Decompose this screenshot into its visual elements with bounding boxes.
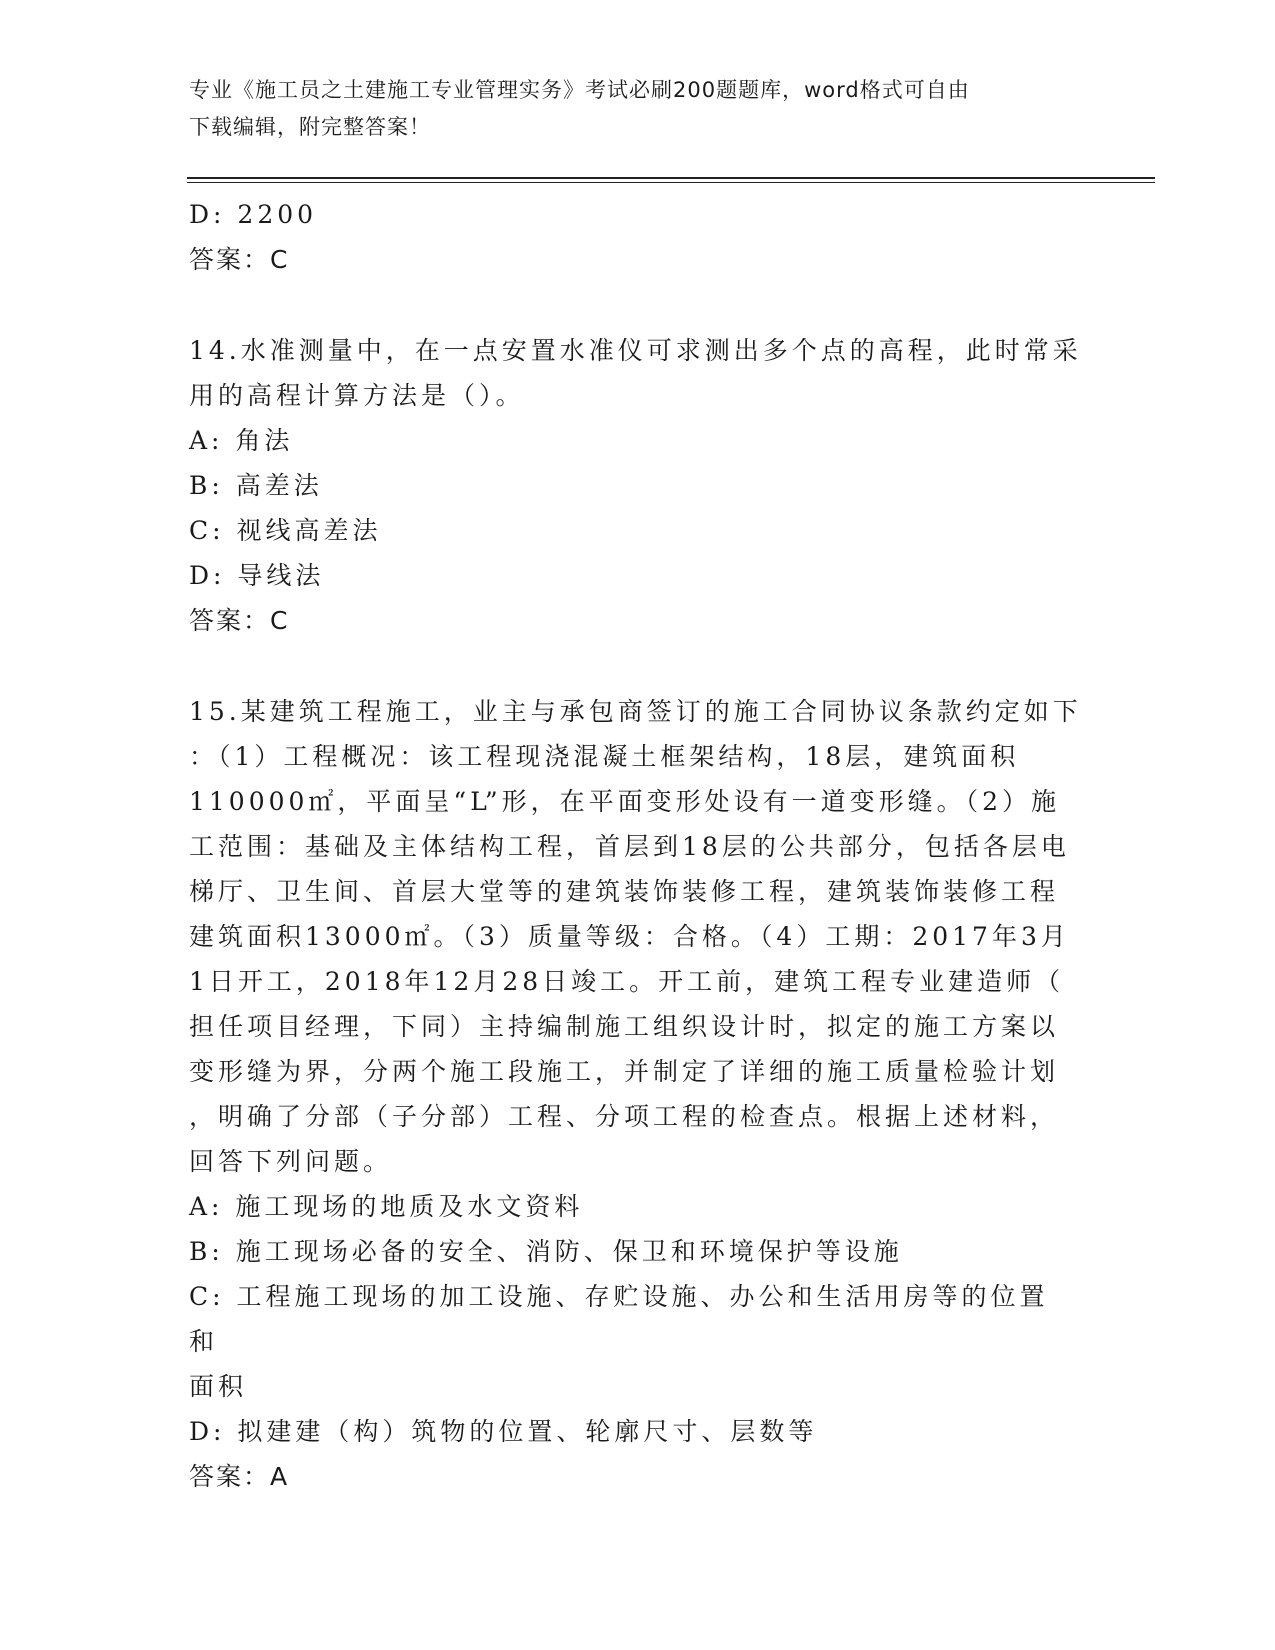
- question-stem: [189, 689, 1082, 1184]
- header-line-2: 下载编辑，附完整答案！: [189, 115, 431, 139]
- option-d: D: 拟建建（构）筑物的位置、轮廓尺寸、层数等: [189, 1417, 818, 1446]
- stem-line: ，明确了分部（子分部）工程、分项工程的检查点。根据上述材料，: [189, 1102, 1060, 1131]
- stem-line: 工范围：基础及主体结构工程，首层到18层的公共部分，包括各层电: [189, 832, 1070, 861]
- option-d: D: 导线法: [189, 561, 325, 590]
- question-13: [189, 192, 1069, 282]
- option-a: A: 角法: [189, 426, 294, 455]
- question-15: [189, 689, 1082, 1499]
- option-c-continued: 面积: [189, 1372, 248, 1401]
- header-rule-thin: [187, 182, 1155, 183]
- header-rule: [187, 177, 1155, 179]
- stem-line: 1日开工，2018年12月28日竣工。开工前，建筑工程专业建造师（: [189, 967, 1065, 996]
- question-stem: [189, 328, 1082, 418]
- stem-line: 梯厅、卫生间、首层大堂等的建筑装饰装修工程，建筑装饰装修工程: [189, 877, 1060, 906]
- question-14: [189, 328, 1082, 643]
- stem-line: 变形缝为界，分两个施工段施工，并制定了详细的施工质量检验计划: [189, 1057, 1060, 1086]
- option-c: C: 工程施工现场的加工设施、存贮设施、办公和生活用房等的位置和: [189, 1282, 1049, 1356]
- header-line-1: 专业《施工员之土建施工专业管理实务》考试必刷200题题库，word格式可自由: [189, 78, 970, 102]
- option-b: B: 高差法: [189, 471, 323, 500]
- answer: 答案：C: [189, 606, 290, 635]
- stem-line: 回答下列问题。: [189, 1147, 393, 1176]
- stem-line: 建筑面积13000㎡。（3）质量等级：合格。（4）工期：2017年3月: [189, 922, 1070, 951]
- option-d: D: 2200: [189, 200, 318, 229]
- option-b: B: 施工现场必备的安全、消防、保卫和环境保护等设施: [189, 1237, 903, 1266]
- answer: 答案：C: [189, 245, 290, 274]
- stem-line: 用的高程计算方法是（）。: [189, 381, 525, 410]
- option-c: C: 视线高差法: [189, 516, 382, 545]
- answer: 答案：A: [189, 1462, 290, 1491]
- option-a: A: 施工现场的地质及水文资料: [189, 1192, 584, 1221]
- document-body: [189, 192, 1082, 1499]
- stem-line: 110000㎡，平面呈“L”形，在平面变形处设有一道变形缝。（2）施: [189, 787, 1061, 816]
- document-header: [189, 72, 1089, 146]
- stem-line: ：（1）工程概况：该工程现浇混凝土框架结构，18层，建筑面积: [189, 742, 1020, 771]
- stem-line: 15.某建筑工程施工，业主与承包商签订的施工合同协议条款约定如下: [189, 697, 1082, 726]
- stem-line: 担任项目经理，下同）主持编制施工组织设计时，拟定的施工方案以: [189, 1012, 1060, 1041]
- stem-line: 14.水准测量中，在一点安置水准仪可求测出多个点的高程，此时常采: [189, 336, 1082, 365]
